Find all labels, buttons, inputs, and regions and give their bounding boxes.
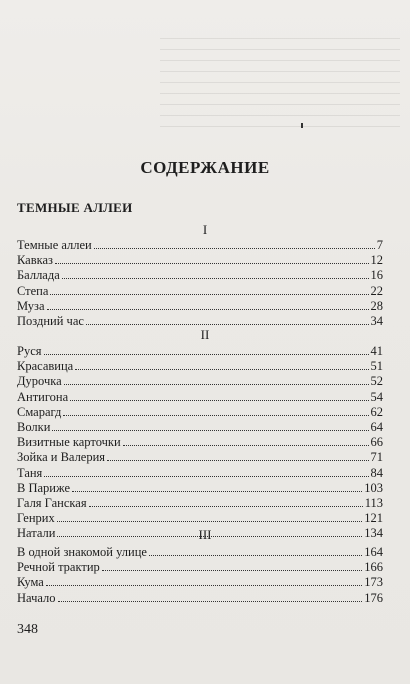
- toc-entry[interactable]: [17, 560, 383, 575]
- entry-title: Антигона: [17, 389, 69, 404]
- dot-leader: [62, 268, 369, 279]
- toc-entry[interactable]: [17, 284, 383, 299]
- dot-leader: [63, 405, 368, 416]
- show-through-text: [160, 38, 400, 158]
- toc-list: [17, 238, 383, 329]
- section-title: ТЕМНЫЕ АЛЛЕИ: [17, 200, 133, 215]
- page-number: 348: [17, 622, 38, 637]
- toc-entry[interactable]: [17, 359, 383, 374]
- entry-title: В одной знакомой улице: [17, 545, 147, 559]
- entry-title: Баллада: [17, 268, 60, 283]
- toc-entry[interactable]: [17, 405, 383, 420]
- dot-leader: [102, 560, 362, 571]
- dot-leader: [70, 390, 368, 401]
- entry-title: Таня: [17, 465, 43, 480]
- entry-title: Речной трактир: [17, 560, 100, 575]
- toc-entry[interactable]: [17, 374, 383, 389]
- entry-title: Галя Ганская: [17, 495, 87, 510]
- toc-entry[interactable]: [17, 344, 383, 359]
- entry-page: 52: [370, 374, 383, 389]
- dot-leader: [64, 374, 369, 385]
- entry-page: 54: [370, 389, 383, 404]
- entry-title: Зойка и Валерия: [17, 450, 106, 465]
- entry-page: 134: [364, 526, 383, 541]
- entry-title: Визитные карточки: [17, 435, 121, 450]
- toc-entry[interactable]: [17, 481, 383, 496]
- toc-entry[interactable]: [17, 591, 383, 606]
- entry-page: 71: [370, 450, 383, 465]
- entry-title: Начало: [17, 590, 56, 605]
- entry-page: 176: [364, 590, 383, 605]
- dot-leader: [107, 450, 368, 461]
- entry-page: 28: [370, 298, 383, 313]
- entry-title: Кума: [17, 575, 44, 590]
- entry-page: 16: [370, 268, 383, 283]
- dot-leader: [57, 511, 363, 522]
- entry-page: 103: [364, 480, 383, 495]
- toc-list: [17, 545, 383, 606]
- entry-page: 62: [370, 404, 383, 419]
- toc-entry[interactable]: [17, 466, 383, 481]
- entry-page: 22: [370, 283, 383, 298]
- dot-leader: [72, 481, 362, 492]
- entry-title: Натали: [17, 526, 56, 541]
- entry-title: Красавица: [17, 359, 74, 374]
- dot-leader: [52, 420, 368, 431]
- dot-leader: [47, 299, 369, 310]
- dot-leader: [75, 359, 368, 370]
- dot-leader: [44, 344, 369, 355]
- entry-page: 64: [370, 419, 383, 434]
- entry-page: 12: [370, 253, 383, 268]
- entry-page: 173: [364, 575, 383, 590]
- entry-page: 121: [364, 511, 383, 526]
- entry-title: Кавказ: [17, 253, 53, 268]
- toc-entry[interactable]: [17, 496, 383, 511]
- toc-entry[interactable]: [17, 299, 383, 314]
- toc-entry[interactable]: [17, 435, 383, 450]
- part-numeral: II: [200, 327, 210, 342]
- entry-title: В Париже: [17, 480, 70, 495]
- dot-leader: [55, 253, 369, 264]
- entry-title: Поздний час: [17, 313, 84, 328]
- entry-page: 166: [364, 560, 383, 575]
- toc-entry[interactable]: [17, 545, 383, 560]
- toc-entry[interactable]: [17, 253, 383, 268]
- dot-leader: [94, 238, 375, 249]
- toc-entry[interactable]: [17, 390, 383, 405]
- entry-page: 51: [370, 359, 383, 374]
- entry-page: 164: [364, 545, 383, 559]
- entry-page: 84: [370, 465, 383, 480]
- toc-list: [17, 344, 383, 541]
- toc-entry[interactable]: [17, 511, 383, 526]
- entry-page: 34: [370, 313, 383, 328]
- dot-leader: [58, 591, 363, 602]
- entry-title: Смарагд: [17, 404, 62, 419]
- entry-title: Муза: [17, 298, 45, 313]
- dot-leader: [50, 284, 368, 295]
- toc-entry[interactable]: [17, 575, 383, 590]
- dot-leader: [123, 435, 369, 446]
- toc-entry[interactable]: [17, 268, 383, 283]
- contents-title: СОДЕРЖАНИЕ: [140, 158, 270, 177]
- entry-page: 7: [376, 238, 383, 252]
- entry-title: Волки: [17, 419, 51, 434]
- print-mark: [301, 123, 303, 128]
- entry-title: Генрих: [17, 511, 55, 526]
- dot-leader: [149, 545, 362, 556]
- entry-page: 113: [364, 495, 383, 510]
- part-numeral: I: [202, 222, 208, 237]
- entry-title: Степа: [17, 283, 49, 298]
- dot-leader: [44, 466, 368, 477]
- dot-leader: [86, 314, 369, 325]
- toc-entry[interactable]: [17, 238, 383, 253]
- entry-page: 66: [370, 435, 383, 450]
- toc-entry[interactable]: [17, 420, 383, 435]
- entry-page: 41: [370, 344, 383, 358]
- entry-title: Руся: [17, 344, 42, 358]
- part-numeral: III: [198, 527, 212, 542]
- toc-entry[interactable]: [17, 450, 383, 465]
- entry-title: Дурочка: [17, 374, 62, 389]
- entry-title: Темные аллеи: [17, 238, 92, 252]
- dot-leader: [89, 496, 363, 507]
- dot-leader: [46, 575, 362, 586]
